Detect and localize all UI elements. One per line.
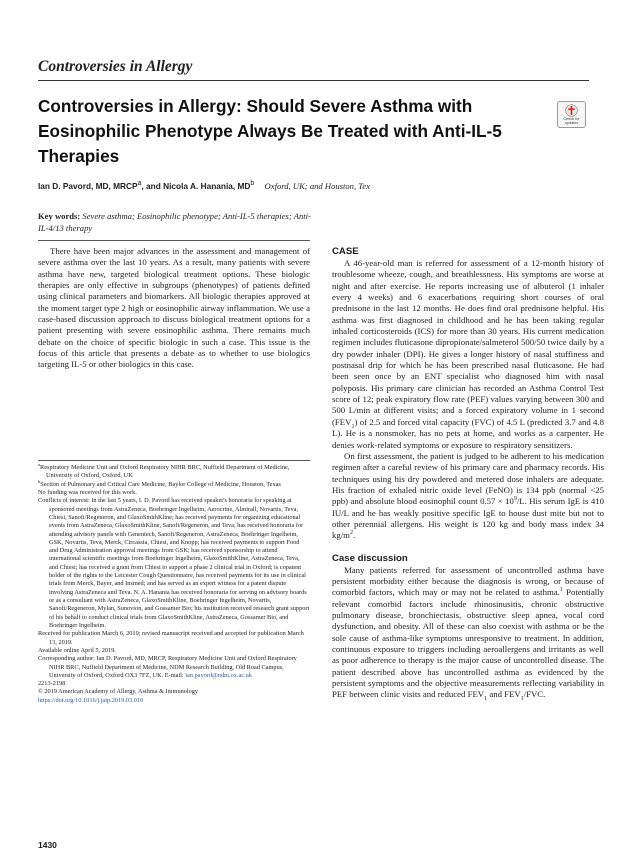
check-for-updates-label: Check for updates <box>563 116 580 125</box>
affiliation-b: $^b$Section of Pulmonary and Critical Care Medicine, Baylor College of Medicine, Houston, Texas <box>38 478 281 488</box>
case-paragraph: A 46-year-old man is referred for assessment of a 12-month history of troublesome wheeze, cough, and breathlessness. His symptoms are worse at night and after exercise. He reports increasing use of albuterol (1 inhaler every 4 weeks) and 6 exacerbations requiring short courses of oral prednisone in the last 12 months. He does find oral prednisone helpful. His asthma was first diagnosed in childhood and he has been taking regular inhaled corticosteroids (ICS) for more than 30 years. His current medication regimen includes fluticasone dipropionate/salmeterol 500/50 twice daily by a dry powder inhaler (DPI). He gives a longer history of nasal stuffiness and postnasal drip for which he has been prescribed nasal fluticasone. He had been seen once by an ENT specialist who diagnosed him with nasal polyposis. His primary care clinician has recorded an Asthma Control Test score of 12; peak expiratory flow rate (PEF) values varying between 300 and 500 L/min at different visits; and a forced expiratory volume in 1 second $(FEV_1)$ of 2.5 and forced vital capacity (FVC) of 4.5 L (predicted 3.7 and 4.8 L). He is a nonsmoker, has no pets at home, and works as a carpenter. He denies work-related symptoms or exposure to respiratory sensitizers. <box>332 258 604 450</box>
email-link[interactable]: ian.pavord@ndm.ox.ac.uk <box>185 671 252 679</box>
copyright: © 2019 American Academy of Allergy, Asthma & Immunology <box>38 688 199 696</box>
conflicts-of-interest: Conflicts of interest: In the last 5 years, I. D. Pavord has received speaker's honoraria for speaking at sponsored meetings from AstraZeneca, Boehringer Ingelheim, Aerocrine, Almirall, Novartis, Teva, Chiesi, Sanofi/Regeneron, and GlaxoSmithKline; has received payments for organizing educational events from AstraZeneca, GlaxoSmithKline, Sanofi/Regeneron, and Teva; has received honoraria for attending advisory panels with Genentech, Sanofi/Regeneron, AstraZeneca, Boehringer Ingelheim, GSK, Novartis, Teva, Merck, Circassia, Chiesi, and Knopp; has received payments to support Food and Drug Administration approval meetings from GSK; has received sponsorship to attend international scientific meetings from Boehringer Ingelheim, GlaxoSmithKline, AstraZeneca, Teva, and Chiesi; has received a grant from Chiesi to support a phase 2 clinical trial in Oxford; is copatent holder of the rights to the Leicester Cough Questionnaire, has received payments for its use in clinical trials from Merck, Bayer, and Insmed; and has served as an expert witness for a patent dispute involving AstraZeneca and Teva. N. A. Hanania has received honoraria for serving on advisory boards or as a consultant with AstraZeneca, GlaxoSmithKline, Boehringer Ingelheim, Novartis, Sanofi/Regeneron, Mylan, Sunovion, and Gossamer Bio; his institution received research grant support of his behalf to conduct clinical trials from GlaxoSmithKline, AstraZeneca, Gossamer Bio, and Boehringer Ingelheim. <box>38 497 310 629</box>
page-number: 1430 <box>38 840 57 850</box>
footnotes <box>38 461 310 705</box>
reference-mark[interactable]: 1 <box>559 587 563 594</box>
crossmark-icon <box>565 104 578 117</box>
article-title: Controversies in Allergy: Should Severe Asthma with Eosinophilic Phenotype Always Be Treated with Anti-IL-5 Therapies <box>38 96 502 166</box>
funding-statement: No funding was received for this work. <box>38 488 137 496</box>
doi-link[interactable]: https://doi.org/10.1016/j.jaip.2019.03.010 <box>38 696 144 704</box>
affiliation-mark: b <box>250 180 255 187</box>
case-paragraph: On first assessment, the patient is judged to be adherent to his medication regimen after a careful review of his primary care and pharmacy records. His techniques using his dry powdered and metered dose inhalers are adequate. His fraction of exhaled nitric oxide level (FeNO) is 134 ppb (normal <25 ppb) and absolute blood eosinophil count $0.57 \times 10^9/L$. His serum IgE is 410 IU/L and he has weakly positive specific IgE to house dust mite but not to other perennial allergens. His weight is 120 kg and body mass index 34 $kg/m^2$. <box>332 450 604 541</box>
affiliation-a: $^a$Respiratory Medicine Unit and Oxford Respiratory NIHR BRC, Nuffield Department of Medicine, University of Oxford, Oxford, UK <box>38 461 290 480</box>
case-heading: CASE <box>332 246 359 257</box>
right-column <box>332 246 604 701</box>
keywords-text: Severe asthma; Eosinophilic phenotype; Anti-IL-5 therapies; Anti-IL-4/13 therapy <box>38 211 311 233</box>
keywords <box>38 211 313 234</box>
author-name: Ian D. Pavord, MD, MRCP <box>38 180 138 191</box>
footnote-rule <box>38 460 310 461</box>
journal-section-header: Controversies in Allergy <box>38 58 193 75</box>
received-dates: Received for publication March 6, 2019; revised manuscript received and accepted for publication March 13, 2019. <box>38 630 304 646</box>
header-rule <box>38 80 589 81</box>
discussion-paragraph: Many patients referred for assessment of uncontrolled asthma have persistent morbidity either because the diagnosis is wrong, or because of comorbid factors, which may or may not be related to asthma.$^1$ Potentially relevant comorbid factors include rhinosinusitis, chronic obstructive pulmonary disease, bronchiectasis, obstructive sleep apnea, vocal cord dysfunction, and obesity. All of these can also coexist with asthma or be the sole cause of asthma-like symptoms unresponsive to treatment. In addition, continuous exposure to triggers including aeroallergens and irritants as well as poor adherence to therapy is the major cause of uncontrolled disease. The patient described above has uncontrolled asthma as evidenced by the persistent symptoms and the objective measurements reflecting variability in PEF between clinic visits and reduced $FEV_1$ and $FEV_1$/FVC. <box>332 564 604 703</box>
author-affiliation: Oxford, UK; and Houston, Tex <box>264 180 370 191</box>
abstract: There have been major advances in the assessment and management of severe asthma over the last 10 years. As a result, many patients with severe asthma have new, targeted biological treatment options. These biologic therapies are only effective in subgroups (phenotypes) of patients defined using clinical parameters and biomarkers. All biologic therapies approved at the moment target type 2 high or eosinophilic airway inflammation. We use a case-based discussion approach to discuss biological treatment options for a patient presenting with severe eosinophilic asthma. There remains much debate on the choice of specific biologic in such a case. This issue is the focus of this article that presents a debate as to whether to use biologics targeting IL-5 or other biologics in this case. <box>38 246 310 370</box>
affiliation-mark: a <box>137 180 142 187</box>
corresponding-author: Corresponding author: Ian D. Pavord, MD, MRCP, Respiratory Medicine Unit and Oxford Respiratory NIHR BRC, Nuffield Department of Medicine, NDM Research Building, Old Road Campus, University of Oxford, Oxford OX3 7FZ, UK. E-mail: ian.pavord@ndm.ox.ac.uk <box>38 655 297 679</box>
check-for-updates-badge[interactable] <box>557 101 586 128</box>
keywords-rule <box>38 240 310 241</box>
author-line <box>38 180 598 191</box>
issn: 2213-2198 <box>38 680 66 688</box>
available-online: Available online April 5, 2019. <box>38 646 116 654</box>
keywords-label: Key words: <box>38 211 81 221</box>
author-separator: , and <box>141 180 164 191</box>
case-discussion-heading: Case discussion <box>332 552 408 564</box>
author-name: Nicola A. Hanania, MD <box>163 180 251 191</box>
